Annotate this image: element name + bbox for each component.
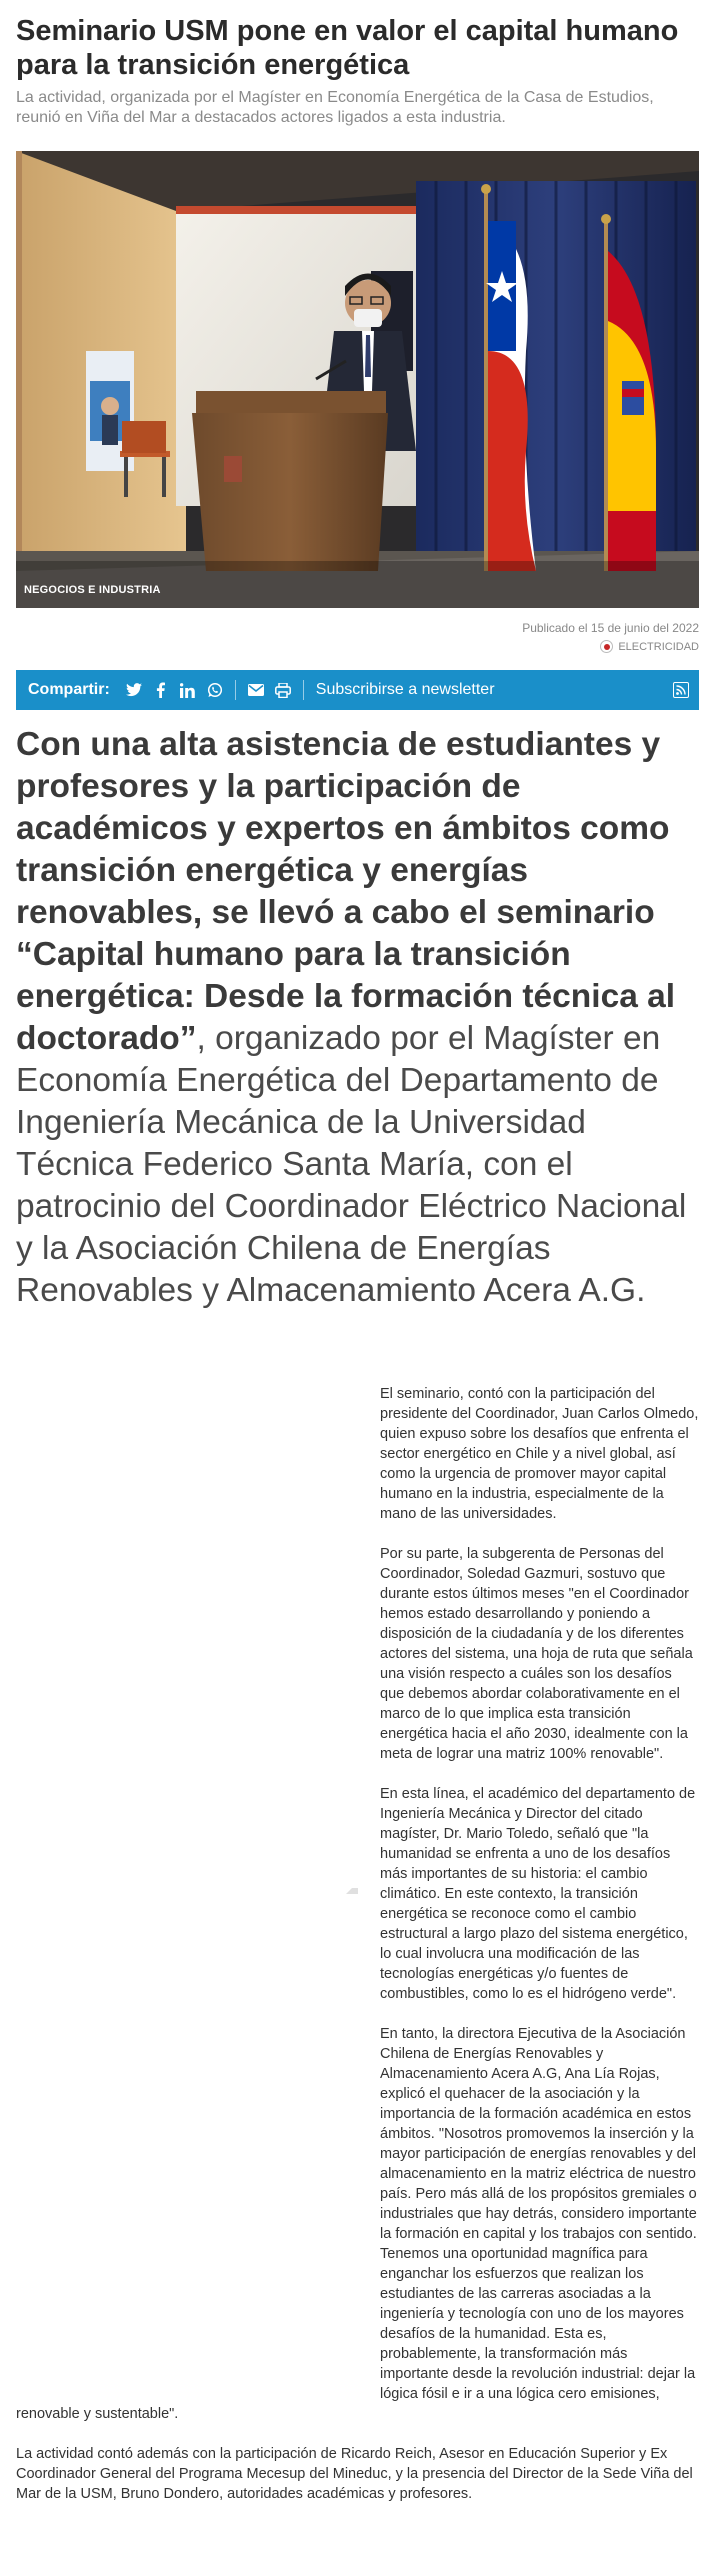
category-dot-icon <box>600 640 613 653</box>
image-category-tag[interactable]: NEGOCIOS E INDUSTRIA <box>24 584 161 596</box>
body-paragraph: Por su parte, la subgerenta de Personas del Coordinador, Soledad Gazmuri, sostuvo que durante estos últimos meses "en el Coordinador hemos estado desarrollando y poniendo a disposición de la ciudadanía y de los diferentes actores del sistema, una hoja de ruta que señala una visión respecto a cuáles son los desafíos que debemos abordar colaborativamente en el marco de lo que implica esta transición energética hacia el año 2030, idealmente con la meta de lograr una matriz 100% renovable". <box>380 1546 693 1762</box>
facebook-icon[interactable] <box>153 681 169 699</box>
whatsapp-icon[interactable] <box>207 681 223 699</box>
article-body <box>16 1384 699 2524</box>
article-title: Seminario USM pone en valor el capital humano para la transición energética <box>16 15 679 81</box>
email-icon[interactable] <box>248 681 264 699</box>
category-badge[interactable] <box>600 640 699 653</box>
seminar-photo-illustration <box>16 151 699 608</box>
intro-bold: Con una alta asistencia de estudiantes y profesores y la participación de académicos y expertos en ámbitos como transición energética y energías renovables, se llevó a cabo el seminario “Capital humano para la transición energética: Desde la formación técnica al doctorado” <box>16 726 676 1057</box>
newsletter-divider <box>303 680 304 700</box>
body-paragraph: En tanto, la directora Ejecutiva de la Asociación Chilena de Energías Renovables y Almacenamiento Acera A.G, Ana Lía Rojas, explicó el quehacer de la asociación y la importancia de la formación académica en estos ámbitos. "Nosotros promovemos la inserción y la mayor participación de energías renovables y del almacenamiento en la matriz eléctrica de nuestro país. Pero más allá de los propósitos gremiales o industriales que hay detrás, considero importante la formación en capital y los trabajos con sentido. Tenemos una oportunidad magnífica para enganchar los esfuerzos que realizan los estudiantes de las carreras asociadas a la ingeniería y tecnología con uno de los mayores desafíos de la humanidad. Esta es, probablemente, la transformación más importante desde la revolución industrial: dejar la lógica fósil e ir a una lógica cero emisiones, renovable y sustentable". <box>16 2026 697 2422</box>
twitter-icon[interactable] <box>126 681 142 699</box>
body-paragraph: La actividad contó además con la participación de Ricardo Reich, Asesor en Educación Superior y Ex Coordinador General del Programa Mecesup del Mineduc, y la presencia del Director de la Sede Viña del Mar de la USM, Bruno Dondero, autoridades académicas y profesores. <box>16 2446 693 2502</box>
article-photo[interactable] <box>16 151 699 608</box>
category-label: ELECTRICIDAD <box>618 640 699 653</box>
article-lead: La actividad, organizada por el Magíster en Economía Energética de la Casa de Estudios, reunió en Viña del Mar a destacados actores ligados a esta industria. <box>16 89 654 126</box>
article-intro <box>16 724 699 1312</box>
utility-icons <box>248 681 291 699</box>
print-icon[interactable] <box>275 681 291 699</box>
newsletter-link[interactable]: Subscribirse a newsletter <box>315 681 495 698</box>
rss-icon[interactable] <box>673 682 689 698</box>
body-paragraph: En esta línea, el académico del departamento de Ingeniería Mecánica y Director del citado magíster, Dr. Mario Toledo, señaló que "la humanidad se enfrenta a uno de los desafíos más importantes de su historia: el cambio climático. En este contexto, la transición energética se reconoce como el cambio estructural a largo plazo del sistema energético, lo cual involucra una modificación de las tecnologías energéticas y/o fuentes de combustibles, como lo es el hidrógeno verde". <box>380 1786 696 2002</box>
share-bar <box>16 670 699 710</box>
intro-rest: , organizado por el Magíster en Economía Energética del Departamento de Ingeniería Mecánica de la Universidad Técnica Federico Santa María, con el patrocinio del Coordinador Eléctrico Nacional y la Asociación Chilena de Energías Renovables y Almacenamiento Acera A.G. <box>16 1020 687 1309</box>
embedded-media-placeholder <box>16 1384 380 2399</box>
share-icons <box>126 681 223 699</box>
share-divider <box>235 680 236 700</box>
share-label: Compartir: <box>28 681 110 698</box>
linkedin-icon[interactable] <box>180 681 196 699</box>
body-paragraph: El seminario, contó con la participación del presidente del Coordinador, Juan Carlos Olmedo, quien expuso sobre los desafíos que enfrenta el sector energético en Chile y a nivel global, así como la urgencia de promover mayor capital humano en la industria, especialmente de la mano de las universidades. <box>380 1386 699 1522</box>
publish-date: Publicado el 15 de junio del 2022 <box>522 621 699 635</box>
